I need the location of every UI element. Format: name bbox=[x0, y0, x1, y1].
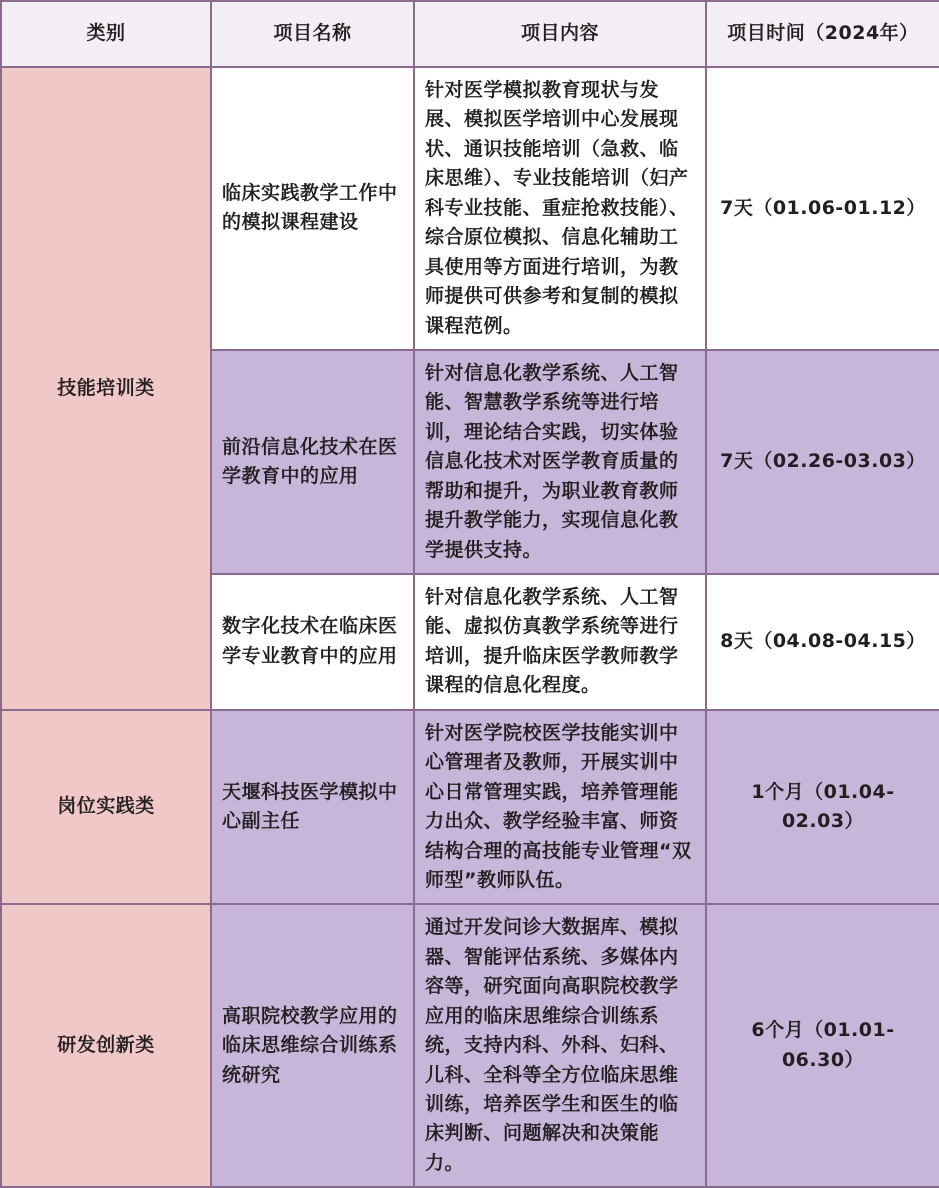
project-time-cell: 6个月（01.01-06.30） bbox=[706, 904, 939, 1187]
project-time-cell: 7天（01.06-01.12） bbox=[706, 67, 939, 350]
category-cell-job-practice: 岗位实践类 bbox=[1, 710, 211, 905]
project-name-cell: 天堰科技医学模拟中心副主任 bbox=[211, 710, 414, 905]
table-row bbox=[1, 904, 939, 1187]
project-time-cell: 1个月（01.04-02.03） bbox=[706, 710, 939, 905]
project-name-cell: 高职院校教学应用的临床思维综合训练系统研究 bbox=[211, 904, 414, 1187]
column-header-project-content: 项目内容 bbox=[414, 1, 706, 67]
project-content-cell: 针对医学院校医学技能实训中心管理者及教师，开展实训中心日常管理实践，培养管理能力出众、教学经验丰富、师资结构合理的高技能专业管理“双师型”教师队伍。 bbox=[414, 710, 706, 905]
project-content-cell: 针对信息化教学系统、人工智能、智慧教学系统等进行培训，理论结合实践，切实体验信息化技术对医学教育质量的帮助和提升，为职业教育教师提升教学能力，实现信息化教学提供支持。 bbox=[414, 350, 706, 574]
category-cell-skills-training: 技能培训类 bbox=[1, 67, 211, 710]
table-header-row bbox=[1, 1, 939, 67]
project-name-cell: 临床实践教学工作中的模拟课程建设 bbox=[211, 67, 414, 350]
project-content-cell: 通过开发问诊大数据库、模拟器、智能评估系统、多媒体内容等，研究面向高职院校教学应用的临床思维综合训练系统，支持内科、外科、妇科、儿科、全科等全方位临床思维训练，培养医学生和医生的临床判断、问题解决和决策能力。 bbox=[414, 904, 706, 1187]
project-content-cell: 针对医学模拟教育现状与发展、模拟医学培训中心发展现状、通识技能培训（急救、临床思维）、专业技能培训（妇产科专业技能、重症抢救技能）、综合原位模拟、信息化辅助工具使用等方面进行培训，为教师提供可供参考和复制的模拟课程范例。 bbox=[414, 67, 706, 350]
category-cell-rnd-innovation: 研发创新类 bbox=[1, 904, 211, 1187]
project-time-cell: 7天（02.26-03.03） bbox=[706, 350, 939, 574]
column-header-project-name: 项目名称 bbox=[211, 1, 414, 67]
table-row bbox=[1, 67, 939, 350]
column-header-category: 类别 bbox=[1, 1, 211, 67]
column-header-project-time: 项目时间（2024年） bbox=[706, 1, 939, 67]
table-row bbox=[1, 710, 939, 905]
project-content-cell: 针对信息化教学系统、人工智能、虚拟仿真教学系统等进行培训，提升临床医学教师教学课程的信息化程度。 bbox=[414, 574, 706, 710]
project-name-cell: 前沿信息化技术在医学教育中的应用 bbox=[211, 350, 414, 574]
project-name-cell: 数字化技术在临床医学专业教育中的应用 bbox=[211, 574, 414, 710]
project-time-cell: 8天（04.08-04.15） bbox=[706, 574, 939, 710]
